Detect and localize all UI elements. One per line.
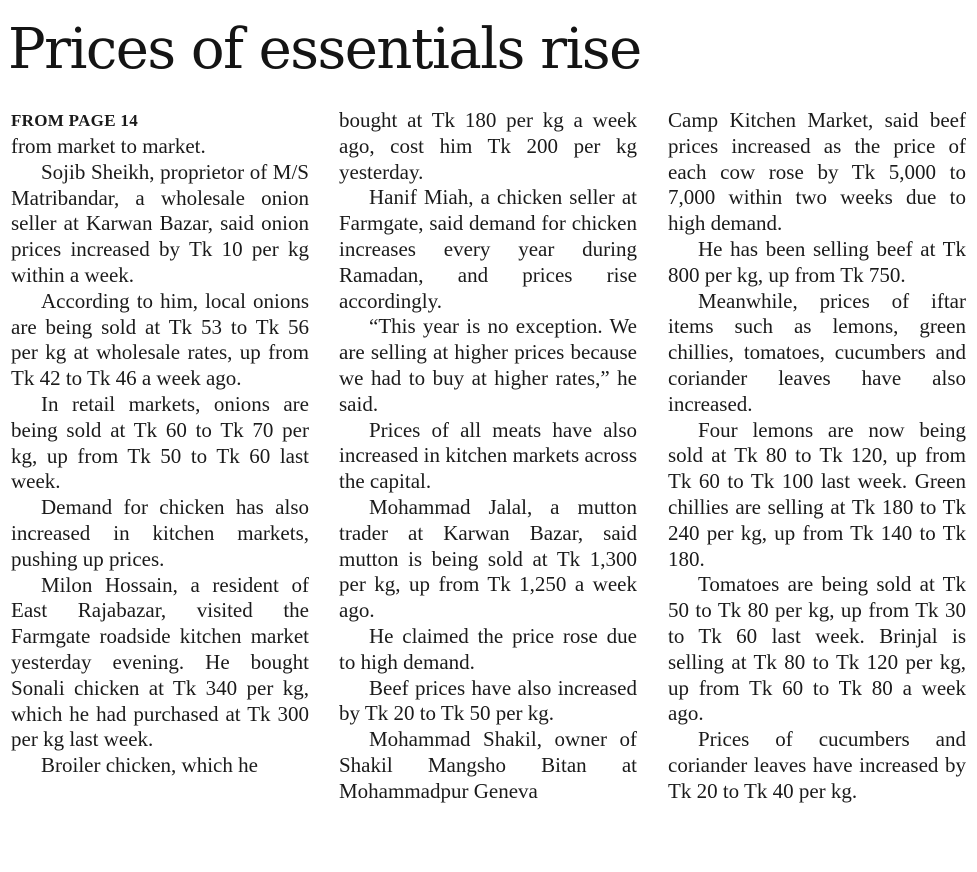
paragraph: bought at Tk 180 per kg a week ago, cost him Tk 200 per kg yesterday. [339,108,637,184]
paragraph: Beef prices have also increased by Tk 20 to Tk 50 per kg. [339,675,637,726]
paragraph: Demand for chicken has also increased in kitchen markets, pushing up prices. [11,495,309,571]
article-column-2 [339,108,637,805]
paragraph: Prices of all meats have also increased in kitchen markets across the capital. [339,417,637,494]
paragraph: According to him, local onions are being sold at Tk 53 to Tk 56 per kg at wholesale rates, up from Tk 42 to Tk 46 a week ago. [11,288,309,391]
paragraph: Broiler chicken, which he [41,753,258,778]
paragraph: Milon Hossain, a resident of East Rajabazar, visited the Farmgate roadside kitchen market yesterday evening. He bought Sonali chicken at Tk 340 per kg, which he had purchased at Tk 300 per kg last week. [11,572,309,752]
paragraph: Prices of cucumbers and coriander leaves have increased by Tk 20 to Tk 40 per kg. [668,727,966,803]
article-column-3 [668,108,966,805]
paragraph: He claimed the price rose due to high demand. [339,623,637,674]
paragraph: In retail markets, onions are being sold at Tk 60 to Tk 70 per kg, up from Tk 50 to Tk 60 last week. [11,391,309,494]
paragraph: Four lemons are now being sold at Tk 80 to Tk 120, up from Tk 60 to Tk 100 last week. Green chillies are selling at Tk 180 to Tk 240 per kg, up from Tk 140 to Tk 180. [668,417,966,571]
paragraph: Sojib Sheikh, proprietor of M/S Matribandar, a wholesale onion seller at Karwan Bazar, said onion prices increased by Tk 10 per kg within a week. [11,159,309,287]
paragraph: Mohammad Jalal, a mutton trader at Karwan Bazar, said mutton is being sold at Tk 1,300 per kg, up from Tk 1,250 a week ago. [339,494,637,623]
paragraph: He has been selling beef at Tk 800 per kg, up from Tk 750. [668,236,966,287]
continued-from-label: FROM PAGE 14 [11,111,138,130]
paragraph: Camp Kitchen Market, said beef prices increased as the price of each cow rose by Tk 5,000 to 7,000 within two weeks due to high demand. [668,108,966,236]
article-column-1 [11,108,309,779]
paragraph: Tomatoes are being sold at Tk 50 to Tk 80 per kg, up from Tk 30 to Tk 60 last week. Brinjal is selling at Tk 80 to Tk 120 per kg, up from Tk 60 to Tk 80 a week ago. [668,572,966,726]
paragraph: Meanwhile, prices of iftar items such as lemons, green chillies, tomatoes, cucumbers and coriander leaves have also increased. [668,288,966,416]
paragraph: Mohammad Shakil, owner of Shakil Mangsho Bitan at Mohammadpur Geneva [339,727,637,803]
headline: Prices of essentials rise [8,17,641,82]
paragraph: “This year is no exception. We are selling at higher prices because we had to buy at higher rates,” he said. [339,314,637,416]
paragraph: Hanif Miah, a chicken seller at Farmgate, said demand for chicken increases every year during Ramadan, and prices rise accordingly. [339,185,637,313]
paragraph: from market to market. [11,134,206,158]
